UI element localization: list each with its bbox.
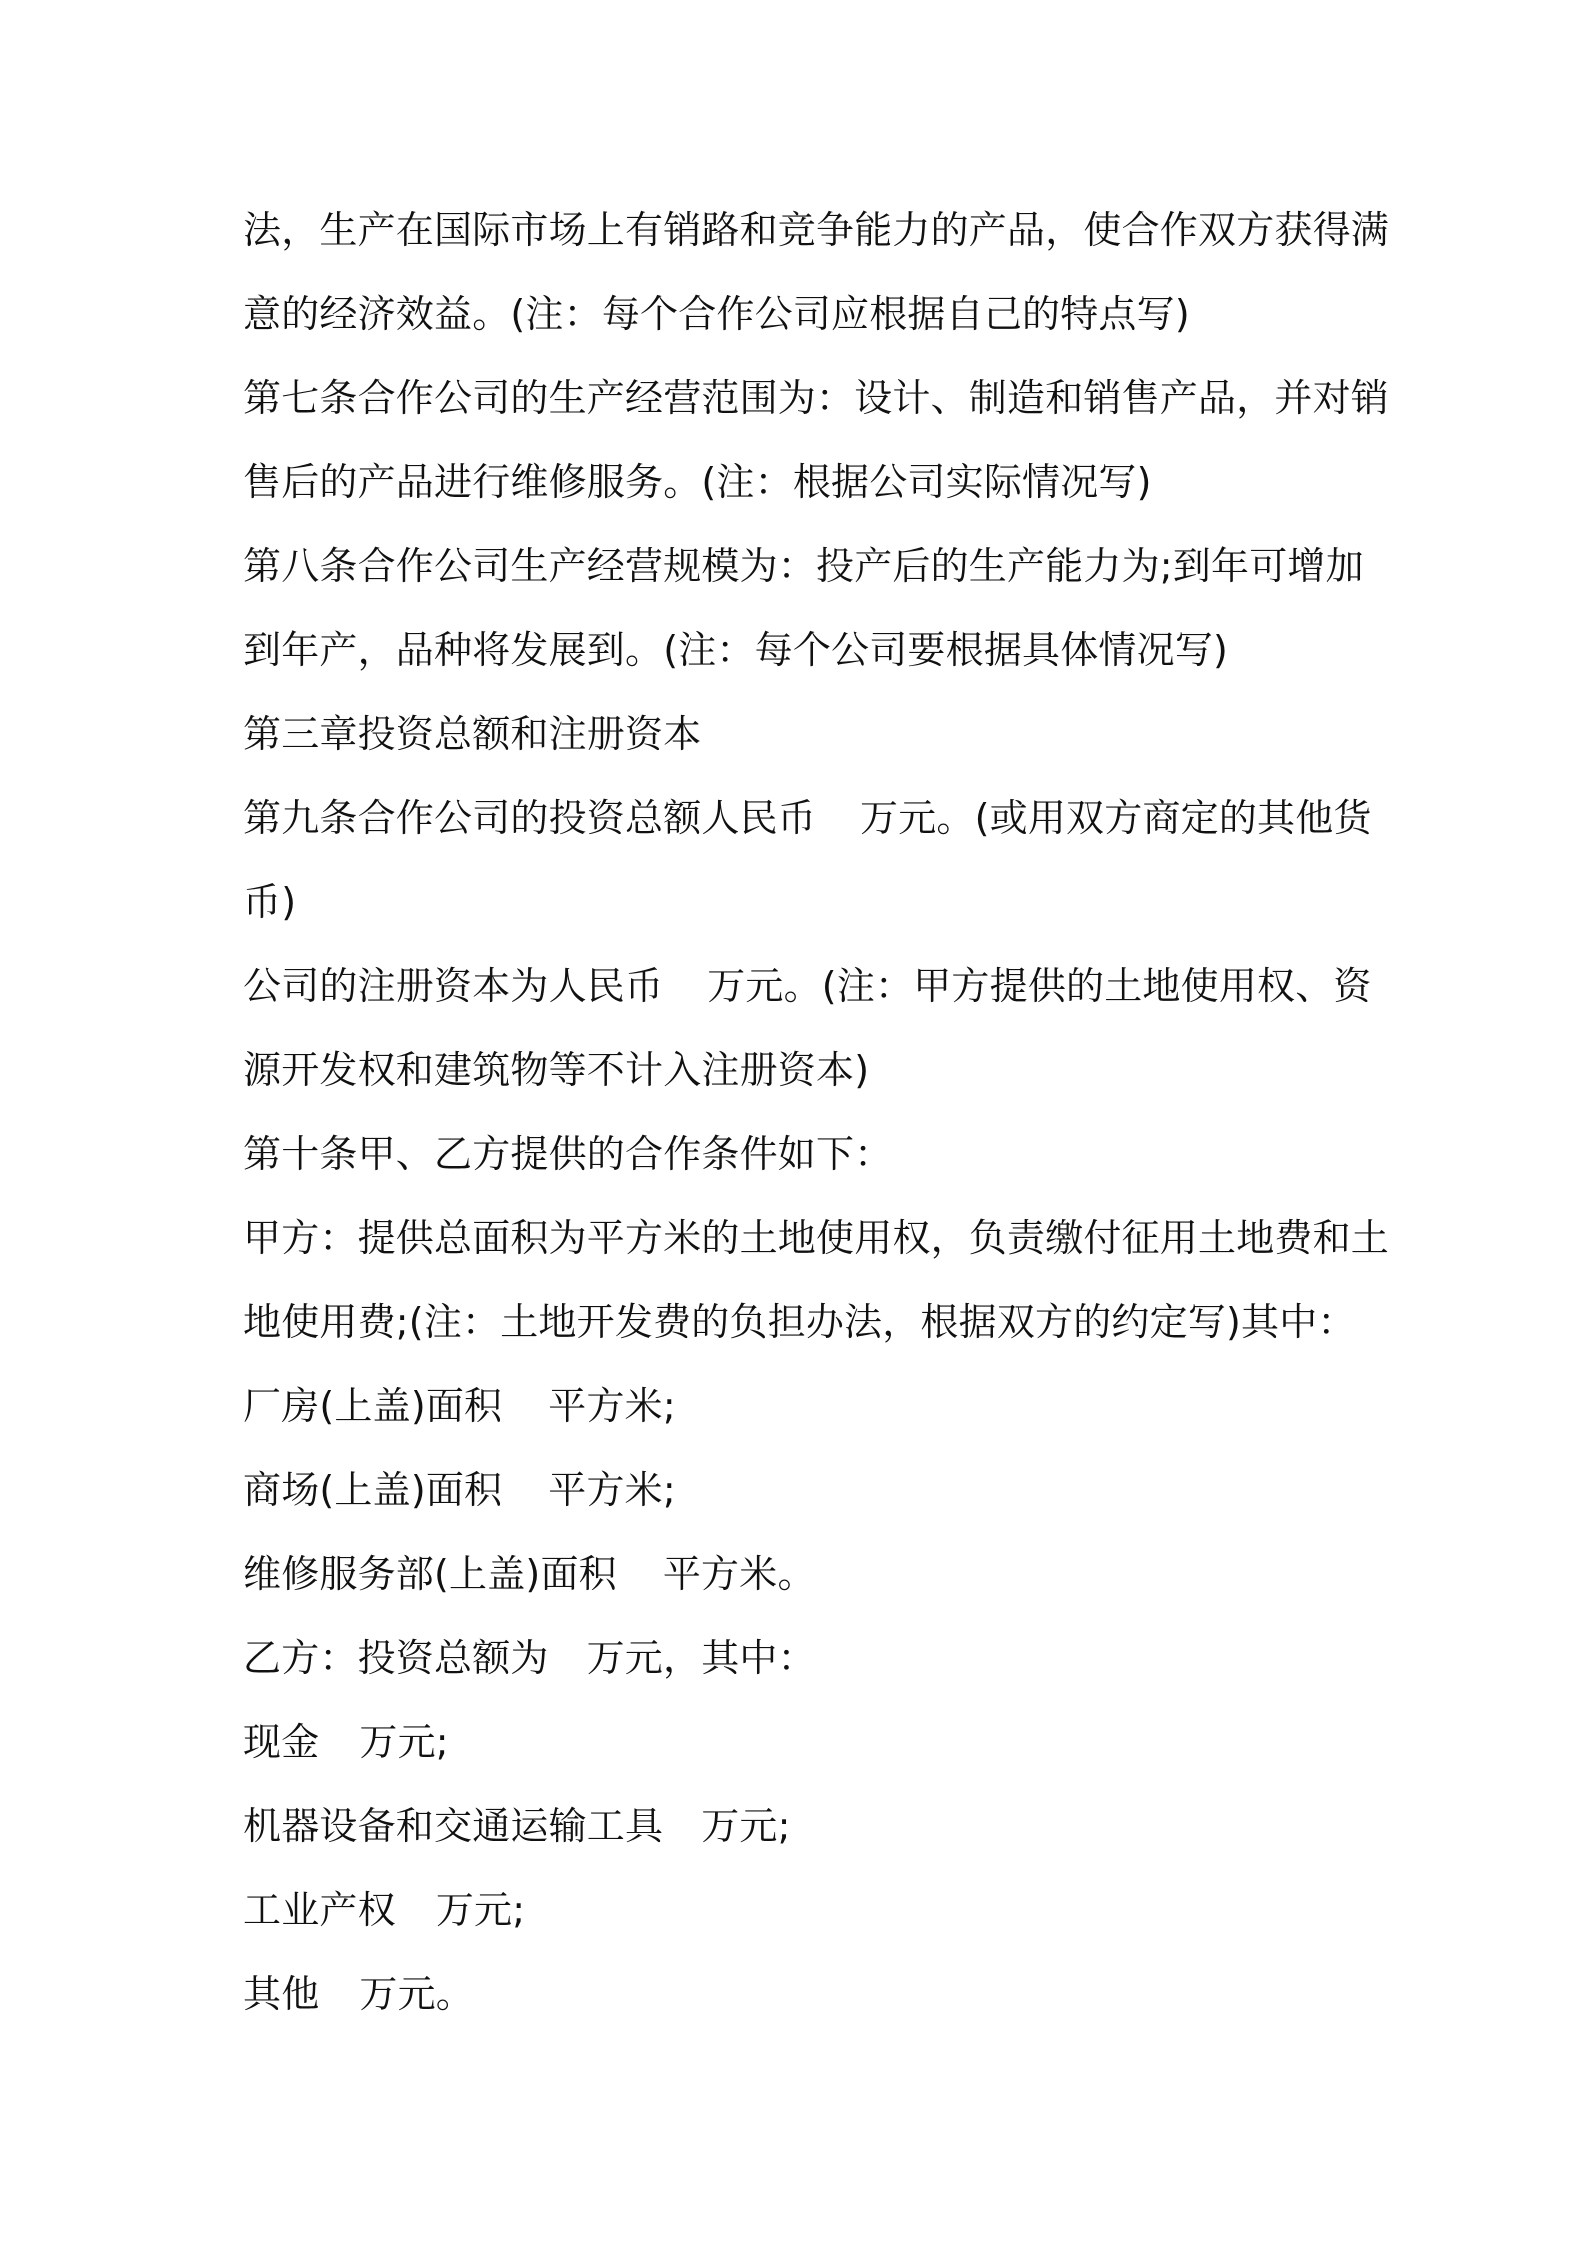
text-line [243, 356, 1390, 440]
market-area-label: 商场(上盖)面积 [243, 1468, 503, 1512]
text-line [243, 440, 1353, 524]
article-10-text: 第十条甲、乙方提供的合作条件如下： [243, 1132, 893, 1176]
text-line [243, 860, 1353, 944]
text-segment: 法，生产在国际市场上有销路和竞争能力的产品，使合作双方获得满 [243, 208, 1390, 252]
text-line [243, 1112, 1353, 1196]
text-line [243, 608, 1353, 692]
text-segment: 万元。(注：甲方提供的土地使用权、资 [707, 964, 1372, 1008]
article-8-text: 第八条合作公司生产经营规模为：投产后的生产能力为;到年可增加 [243, 544, 1364, 588]
text-segment: 万元。(或用双方商定的其他货 [860, 796, 1372, 840]
text-line [243, 1532, 1353, 1616]
text-segment: 万元; [359, 1720, 449, 1764]
text-line [243, 1700, 1353, 1784]
party-a-text: 甲方：提供总面积为平方米的土地使用权，负责缴付征用土地费和土 [243, 1216, 1390, 1260]
document-body [243, 188, 1390, 2036]
text-line [243, 944, 1372, 1028]
chapter-heading [243, 692, 1353, 776]
text-segment: 到年产，品种将发展到。(注：每个公司要根据具体情况写) [243, 628, 1229, 672]
article-7-text: 第七条合作公司的生产经营范围为：设计、制造和销售产品，并对销 [243, 376, 1390, 420]
text-segment: 售后的产品进行维修服务。(注：根据公司实际情况写) [243, 460, 1152, 504]
article-9-text: 第九条合作公司的投资总额人民币 [243, 796, 817, 840]
text-segment: 万元。 [359, 1972, 475, 2016]
text-line [243, 272, 1353, 356]
text-line [243, 1196, 1390, 1280]
text-segment: 意的经济效益。(注：每个合作公司应根据自己的特点写) [243, 292, 1190, 336]
workshop-area-label: 厂房(上盖)面积 [243, 1384, 503, 1428]
text-line [243, 1028, 1353, 1112]
text-segment: 平方米; [548, 1384, 676, 1428]
industrial-property-label: 工业产权 [243, 1888, 396, 1932]
text-segment: 地使用费;(注：土地开发费的负担办法，根据双方的约定写)其中： [243, 1300, 1356, 1344]
text-segment: 平方米; [548, 1468, 676, 1512]
chapter-3-title: 第三章投资总额和注册资本 [243, 712, 702, 756]
service-area-label: 维修服务部(上盖)面积 [243, 1552, 617, 1596]
text-segment: 万元，其中： [586, 1636, 816, 1680]
text-line [243, 1364, 1353, 1448]
text-line [243, 1448, 1353, 1532]
cash-label: 现金 [243, 1720, 320, 1764]
text-segment: 币) [243, 880, 297, 924]
text-segment: 万元; [701, 1804, 791, 1848]
other-label: 其他 [243, 1972, 320, 2016]
equipment-label: 机器设备和交通运输工具 [243, 1804, 664, 1848]
registered-capital-text: 公司的注册资本为人民币 [243, 964, 664, 1008]
text-line [243, 1280, 1356, 1364]
text-segment: 平方米。 [662, 1552, 816, 1596]
text-line [243, 1952, 1353, 2036]
text-segment: 万元; [435, 1888, 526, 1932]
text-segment: 源开发权和建筑物等不计入注册资本) [243, 1048, 870, 1092]
text-line [243, 1784, 1353, 1868]
text-line [243, 188, 1390, 272]
text-line [243, 524, 1364, 608]
text-line [243, 1868, 1353, 1952]
party-b-text: 乙方：投资总额为 [243, 1636, 549, 1680]
text-line [243, 776, 1372, 860]
text-line [243, 1616, 1353, 1700]
